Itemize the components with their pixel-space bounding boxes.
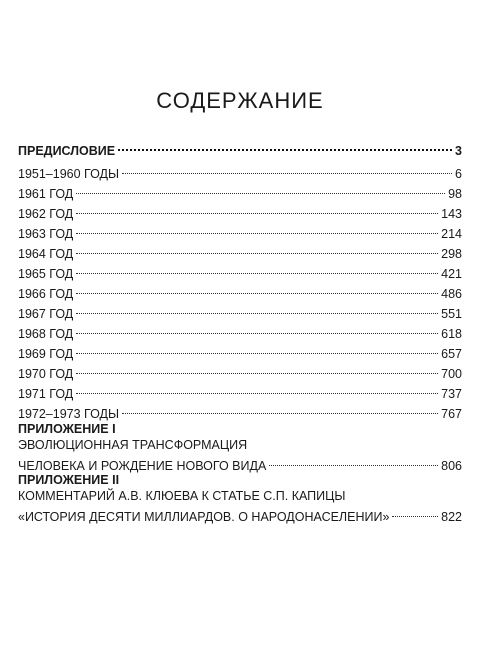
dot-leader	[76, 297, 438, 314]
toc-entry-page: 737	[441, 387, 462, 401]
dot-leader	[269, 449, 438, 466]
toc-entry-label: 1962 ГОД	[18, 207, 74, 221]
toc-entry[interactable]	[18, 161, 462, 181]
toc-entry-page: 822	[441, 510, 462, 524]
toc-entry[interactable]	[18, 401, 462, 421]
toc-entry-page: 143	[441, 207, 462, 221]
toc-entry-label: 1972–1973 ГОДЫ	[18, 407, 120, 421]
dot-leader	[76, 217, 438, 234]
dot-leader	[76, 277, 438, 294]
toc-entry[interactable]	[18, 321, 462, 341]
dot-leader	[122, 397, 438, 414]
toc-entry[interactable]	[18, 301, 462, 321]
appendix-title-last-line	[18, 504, 462, 524]
toc-entry-page: 421	[441, 267, 462, 281]
toc-entry-label: 1969 ГОД	[18, 347, 74, 361]
toc-entry-label: ЧЕЛОВЕКА И РОЖДЕНИЕ НОВОГО ВИДА	[18, 459, 267, 473]
toc-entry-label: 1971 ГОД	[18, 387, 74, 401]
toc-entry[interactable]	[18, 341, 462, 361]
dot-leader	[76, 197, 438, 214]
toc-entry[interactable]	[18, 281, 462, 301]
toc-entry[interactable]	[18, 181, 462, 201]
toc-entry-label: 1970 ГОД	[18, 367, 74, 381]
toc-entry[interactable]	[18, 381, 462, 401]
toc-entry-label: 1951–1960 ГОДЫ	[18, 167, 120, 181]
toc-entry-page: 98	[448, 187, 462, 201]
dot-leader	[76, 377, 438, 394]
toc-entry-page: 806	[441, 459, 462, 473]
toc-entry-page: 767	[441, 407, 462, 421]
toc-entry[interactable]	[18, 361, 462, 381]
toc-entry-page: 486	[441, 287, 462, 301]
appendix-title-line: ЭВОЛЮЦИОННАЯ ТРАНСФОРМАЦИЯ	[18, 438, 248, 452]
toc-appendix-2[interactable]	[18, 472, 462, 524]
toc-appendix-1[interactable]	[18, 421, 462, 473]
toc-entry-label: «ИСТОРИЯ ДЕСЯТИ МИЛЛИАРДОВ. О НАРОДОНАСЕЛЕНИИ»	[18, 510, 390, 524]
toc-entry-page: 551	[441, 307, 462, 321]
appendix-heading: ПРИЛОЖЕНИЕ I	[18, 422, 116, 436]
toc-entry-preface[interactable]	[18, 137, 462, 158]
toc-entry-label: 1961 ГОД	[18, 187, 74, 201]
toc-entry-label: 1966 ГОД	[18, 287, 74, 301]
dot-leader	[76, 317, 438, 334]
toc-entry-page: 214	[441, 227, 462, 241]
appendix-title-line: КОММЕНТАРИЙ А.В. КЛЮЕВА К СТАТЬЕ С.П. КАПИЦЫ	[18, 489, 346, 503]
toc-entry[interactable]	[18, 241, 462, 261]
dot-leader	[76, 257, 438, 274]
dot-leader	[118, 133, 452, 151]
toc-entry[interactable]	[18, 221, 462, 241]
toc-entry[interactable]	[18, 201, 462, 221]
dot-leader	[76, 177, 445, 194]
toc-entry-label: 1963 ГОД	[18, 227, 74, 241]
toc-entry-page: 298	[441, 247, 462, 261]
dot-leader	[76, 237, 438, 254]
toc-entry-page: 3	[455, 144, 462, 158]
dot-leader	[76, 357, 438, 374]
page-title: СОДЕРЖАНИЕ	[156, 88, 324, 113]
toc-entry-label: 1967 ГОД	[18, 307, 74, 321]
table-of-contents	[18, 137, 462, 524]
toc-entry-label: 1965 ГОД	[18, 267, 74, 281]
dot-leader	[122, 157, 452, 174]
appendix-title-last-line	[18, 453, 462, 473]
toc-entry-label: 1964 ГОД	[18, 247, 74, 261]
dot-leader	[392, 500, 438, 517]
toc-years-list	[18, 161, 462, 421]
appendix-heading: ПРИЛОЖЕНИЕ II	[18, 473, 120, 487]
toc-entry-page: 700	[441, 367, 462, 381]
toc-entry-page: 657	[441, 347, 462, 361]
toc-entry-label: 1968 ГОД	[18, 327, 74, 341]
toc-entry-label: ПРЕДИСЛОВИЕ	[18, 144, 116, 158]
toc-entry[interactable]	[18, 261, 462, 281]
toc-entry-page: 6	[455, 167, 462, 181]
toc-entry-page: 618	[441, 327, 462, 341]
dot-leader	[76, 337, 438, 354]
